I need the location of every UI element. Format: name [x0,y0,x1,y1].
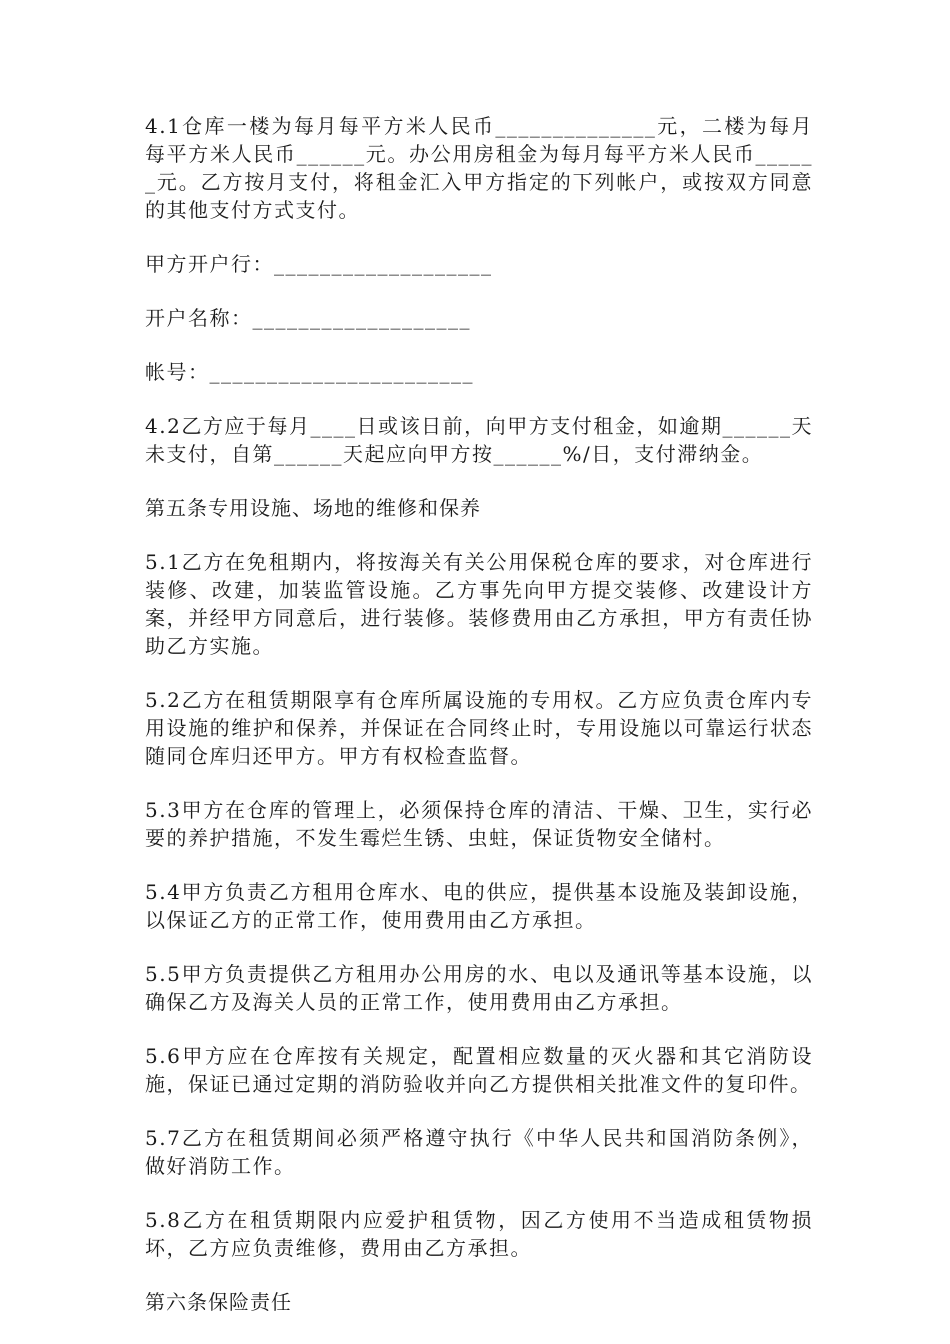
clause-4-2-payment-deadline: 4.2乙方应于每月____日或该日前，向甲方支付租金，如逾期______天未支付，自第______天起应向甲方按______%/日，支付滞纳金。 [145,414,813,466]
clause-5-3: 5.3甲方在仓库的管理上，必须保持仓库的清洁、干燥、卫生，实行必要的养护措施，不发生霉烂生锈、虫蛀，保证货物安全储村。 [145,798,813,850]
clause-5-8: 5.8乙方在租赁期限内应爱护租赁物，因乙方使用不当造成租赁物损坏，乙方应负责维修，费用由乙方承担。 [145,1208,813,1260]
clause-5-4: 5.4甲方负责乙方租用仓库水、电的供应，提供基本设施及装卸设施，以保证乙方的正常工作，使用费用由乙方承担。 [145,880,813,932]
clause-4-1-rent-rates: 4.1仓库一楼为每月每平方米人民币______________元，二楼为每月每平方米人民币______元。办公用房租金为每月每平方米人民币______元。乙方按月支付，将租金汇入甲方指定的下列帐户，或按双方同意的其他支付方式支付。 [145,114,813,222]
article-6-heading: 第六条保险责任 [145,1290,292,1314]
account-name-field: 开户名称：___________________ [145,306,471,330]
clause-5-7: 5.7乙方在租赁期间必须严格遵守执行《中华人民共和国消防条例》，做好消防工作。 [145,1126,813,1178]
account-number-field: 帐号：_______________________ [145,360,474,384]
clause-5-5: 5.5甲方负责提供乙方租用办公用房的水、电以及通讯等基本设施，以确保乙方及海关人员的正常工作，使用费用由乙方承担。 [145,962,813,1014]
article-5-heading: 第五条专用设施、场地的维修和保养 [145,496,481,520]
lessor-bank-field: 甲方开户行：___________________ [145,252,493,276]
clause-5-6: 5.6甲方应在仓库按有关规定，配置相应数量的灭火器和其它消防设施，保证已通过定期的消防验收并向乙方提供相关批准文件的复印件。 [145,1044,813,1096]
clause-5-2: 5.2乙方在租赁期限享有仓库所属设施的专用权。乙方应负责仓库内专用设施的维护和保养，并保证在合同终止时，专用设施以可靠运行状态随同仓库归还甲方。甲方有权检查监督。 [145,688,813,768]
clause-5-1: 5.1乙方在免租期内，将按海关有关公用保税仓库的要求，对仓库进行装修、改建，加装监管设施。乙方事先向甲方提交装修、改建设计方案，并经甲方同意后，进行装修。装修费用由乙方承担，甲方有责任协助乙方实施。 [145,550,813,658]
document-page [145,112,813,1342]
